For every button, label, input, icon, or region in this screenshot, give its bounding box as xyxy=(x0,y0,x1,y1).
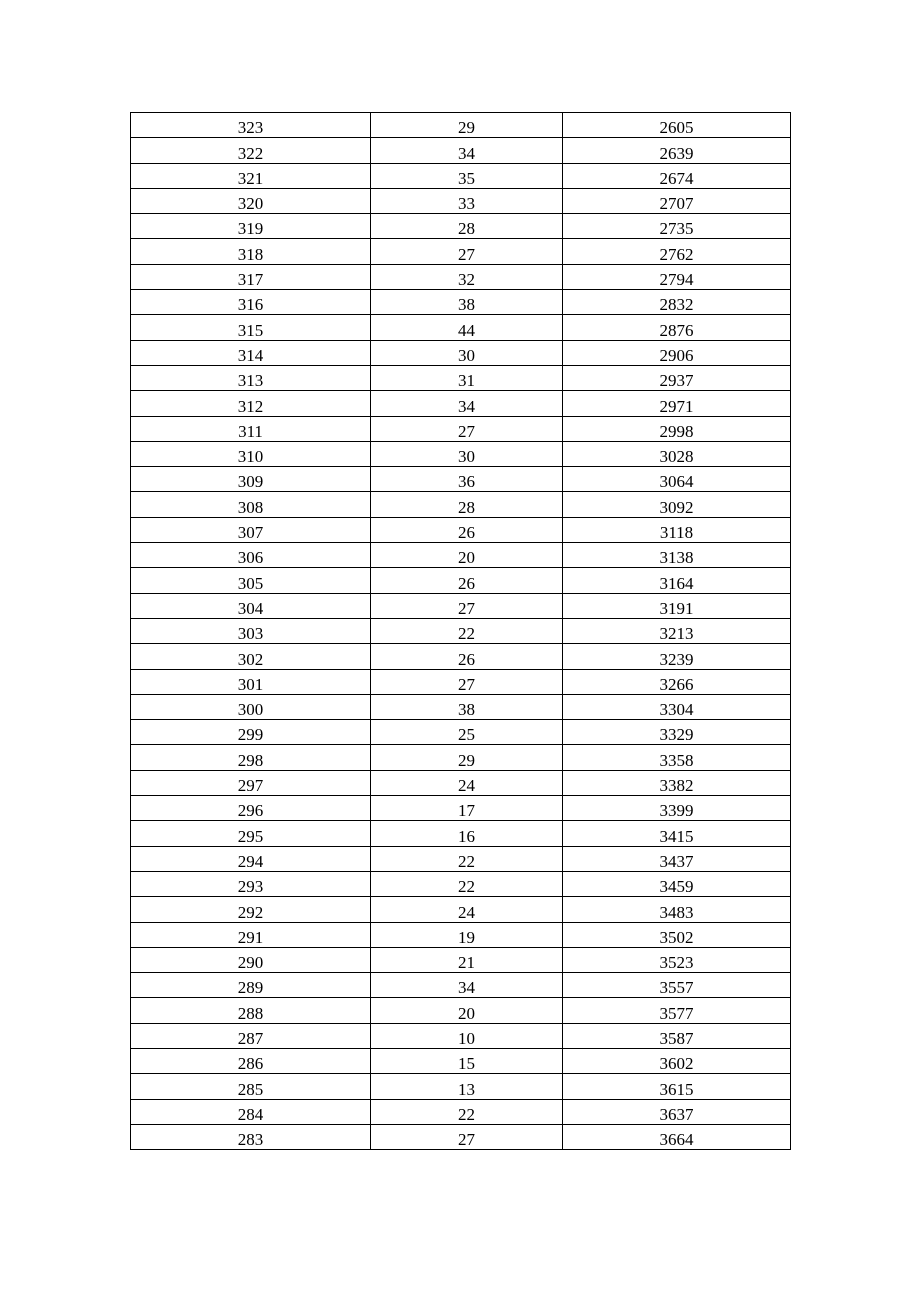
count-cell: 27 xyxy=(371,239,563,264)
score-cell: 303 xyxy=(131,618,371,643)
table-row xyxy=(131,138,791,163)
count-cell: 16 xyxy=(371,821,563,846)
table-row xyxy=(131,973,791,998)
score-cell: 285 xyxy=(131,1074,371,1099)
score-cell: 311 xyxy=(131,416,371,441)
score-cell: 287 xyxy=(131,1023,371,1048)
cumulative-cell: 3092 xyxy=(563,492,791,517)
table-row xyxy=(131,796,791,821)
score-cell: 290 xyxy=(131,947,371,972)
cumulative-cell: 2762 xyxy=(563,239,791,264)
table-row xyxy=(131,568,791,593)
count-cell: 28 xyxy=(371,214,563,239)
count-cell: 26 xyxy=(371,644,563,669)
table-row xyxy=(131,290,791,315)
score-cell: 315 xyxy=(131,315,371,340)
table-row xyxy=(131,188,791,213)
cumulative-cell: 3437 xyxy=(563,846,791,871)
table-row xyxy=(131,922,791,947)
count-cell: 13 xyxy=(371,1074,563,1099)
count-cell: 26 xyxy=(371,568,563,593)
score-cell: 322 xyxy=(131,138,371,163)
cumulative-cell: 3399 xyxy=(563,796,791,821)
score-cell: 298 xyxy=(131,745,371,770)
score-cell: 301 xyxy=(131,669,371,694)
count-cell: 29 xyxy=(371,113,563,138)
count-cell: 34 xyxy=(371,391,563,416)
table-row xyxy=(131,1099,791,1124)
score-cell: 306 xyxy=(131,543,371,568)
score-cell: 308 xyxy=(131,492,371,517)
count-cell: 28 xyxy=(371,492,563,517)
table-row xyxy=(131,618,791,643)
table-row xyxy=(131,644,791,669)
count-cell: 25 xyxy=(371,720,563,745)
score-cell: 297 xyxy=(131,770,371,795)
count-cell: 24 xyxy=(371,897,563,922)
table-row xyxy=(131,871,791,896)
count-cell: 22 xyxy=(371,871,563,896)
count-cell: 30 xyxy=(371,340,563,365)
count-cell: 27 xyxy=(371,416,563,441)
table-row xyxy=(131,897,791,922)
score-cell: 291 xyxy=(131,922,371,947)
count-cell: 22 xyxy=(371,618,563,643)
table-row xyxy=(131,492,791,517)
score-cell: 289 xyxy=(131,973,371,998)
table-row xyxy=(131,821,791,846)
score-cell: 312 xyxy=(131,391,371,416)
score-cell: 283 xyxy=(131,1124,371,1149)
count-cell: 21 xyxy=(371,947,563,972)
cumulative-cell: 3415 xyxy=(563,821,791,846)
score-cell: 292 xyxy=(131,897,371,922)
score-cell: 305 xyxy=(131,568,371,593)
table-row xyxy=(131,214,791,239)
count-cell: 22 xyxy=(371,1099,563,1124)
score-cell: 313 xyxy=(131,365,371,390)
count-cell: 27 xyxy=(371,593,563,618)
cumulative-cell: 3615 xyxy=(563,1074,791,1099)
cumulative-cell: 2707 xyxy=(563,188,791,213)
cumulative-cell: 2794 xyxy=(563,264,791,289)
count-cell: 19 xyxy=(371,922,563,947)
score-table xyxy=(130,112,791,1150)
score-cell: 319 xyxy=(131,214,371,239)
cumulative-cell: 3459 xyxy=(563,871,791,896)
count-cell: 29 xyxy=(371,745,563,770)
table-row xyxy=(131,264,791,289)
table-row xyxy=(131,543,791,568)
cumulative-cell: 3523 xyxy=(563,947,791,972)
score-cell: 300 xyxy=(131,694,371,719)
score-cell: 309 xyxy=(131,467,371,492)
score-cell: 314 xyxy=(131,340,371,365)
cumulative-cell: 3138 xyxy=(563,543,791,568)
cumulative-cell: 3502 xyxy=(563,922,791,947)
table-row xyxy=(131,593,791,618)
table-row xyxy=(131,745,791,770)
count-cell: 27 xyxy=(371,669,563,694)
table-row xyxy=(131,113,791,138)
table-row xyxy=(131,1124,791,1149)
table-row xyxy=(131,694,791,719)
score-cell: 317 xyxy=(131,264,371,289)
table-row xyxy=(131,340,791,365)
cumulative-cell: 3304 xyxy=(563,694,791,719)
count-cell: 17 xyxy=(371,796,563,821)
count-cell: 15 xyxy=(371,1048,563,1073)
table-row xyxy=(131,720,791,745)
count-cell: 36 xyxy=(371,467,563,492)
cumulative-cell: 3118 xyxy=(563,517,791,542)
table-row xyxy=(131,517,791,542)
cumulative-cell: 2735 xyxy=(563,214,791,239)
score-cell: 288 xyxy=(131,998,371,1023)
table-row xyxy=(131,391,791,416)
table-row xyxy=(131,365,791,390)
score-cell: 323 xyxy=(131,113,371,138)
count-cell: 34 xyxy=(371,973,563,998)
score-cell: 295 xyxy=(131,821,371,846)
count-cell: 30 xyxy=(371,441,563,466)
cumulative-cell: 2998 xyxy=(563,416,791,441)
cumulative-cell: 3358 xyxy=(563,745,791,770)
cumulative-cell: 2971 xyxy=(563,391,791,416)
table-row xyxy=(131,441,791,466)
cumulative-cell: 3382 xyxy=(563,770,791,795)
count-cell: 24 xyxy=(371,770,563,795)
score-cell: 299 xyxy=(131,720,371,745)
count-cell: 26 xyxy=(371,517,563,542)
table-body xyxy=(131,113,791,1150)
cumulative-cell: 3164 xyxy=(563,568,791,593)
table-row xyxy=(131,998,791,1023)
table-row xyxy=(131,1074,791,1099)
table-row xyxy=(131,315,791,340)
count-cell: 27 xyxy=(371,1124,563,1149)
score-cell: 286 xyxy=(131,1048,371,1073)
cumulative-cell: 3602 xyxy=(563,1048,791,1073)
table-row xyxy=(131,1048,791,1073)
cumulative-cell: 2876 xyxy=(563,315,791,340)
count-cell: 10 xyxy=(371,1023,563,1048)
count-cell: 31 xyxy=(371,365,563,390)
cumulative-cell: 3266 xyxy=(563,669,791,694)
cumulative-cell: 3483 xyxy=(563,897,791,922)
table-row xyxy=(131,669,791,694)
table-row xyxy=(131,163,791,188)
count-cell: 20 xyxy=(371,543,563,568)
count-cell: 22 xyxy=(371,846,563,871)
score-cell: 307 xyxy=(131,517,371,542)
table-row xyxy=(131,467,791,492)
table-row xyxy=(131,770,791,795)
table-row xyxy=(131,416,791,441)
score-cell: 294 xyxy=(131,846,371,871)
score-cell: 284 xyxy=(131,1099,371,1124)
score-cell: 310 xyxy=(131,441,371,466)
count-cell: 34 xyxy=(371,138,563,163)
score-cell: 318 xyxy=(131,239,371,264)
cumulative-cell: 3028 xyxy=(563,441,791,466)
count-cell: 35 xyxy=(371,163,563,188)
table-row xyxy=(131,947,791,972)
count-cell: 32 xyxy=(371,264,563,289)
table-row xyxy=(131,1023,791,1048)
cumulative-cell: 2906 xyxy=(563,340,791,365)
cumulative-cell: 2832 xyxy=(563,290,791,315)
score-cell: 320 xyxy=(131,188,371,213)
cumulative-cell: 3577 xyxy=(563,998,791,1023)
score-cell: 296 xyxy=(131,796,371,821)
cumulative-cell: 2639 xyxy=(563,138,791,163)
cumulative-cell: 3239 xyxy=(563,644,791,669)
count-cell: 38 xyxy=(371,694,563,719)
cumulative-cell: 3329 xyxy=(563,720,791,745)
count-cell: 33 xyxy=(371,188,563,213)
cumulative-cell: 2674 xyxy=(563,163,791,188)
score-cell: 304 xyxy=(131,593,371,618)
score-cell: 293 xyxy=(131,871,371,896)
cumulative-cell: 3064 xyxy=(563,467,791,492)
count-cell: 44 xyxy=(371,315,563,340)
cumulative-cell: 2605 xyxy=(563,113,791,138)
cumulative-cell: 3213 xyxy=(563,618,791,643)
count-cell: 38 xyxy=(371,290,563,315)
cumulative-cell: 3664 xyxy=(563,1124,791,1149)
score-cell: 321 xyxy=(131,163,371,188)
score-cell: 302 xyxy=(131,644,371,669)
table-row xyxy=(131,846,791,871)
cumulative-cell: 3587 xyxy=(563,1023,791,1048)
cumulative-cell: 3557 xyxy=(563,973,791,998)
cumulative-cell: 2937 xyxy=(563,365,791,390)
count-cell: 20 xyxy=(371,998,563,1023)
cumulative-cell: 3191 xyxy=(563,593,791,618)
score-cell: 316 xyxy=(131,290,371,315)
table-row xyxy=(131,239,791,264)
cumulative-cell: 3637 xyxy=(563,1099,791,1124)
